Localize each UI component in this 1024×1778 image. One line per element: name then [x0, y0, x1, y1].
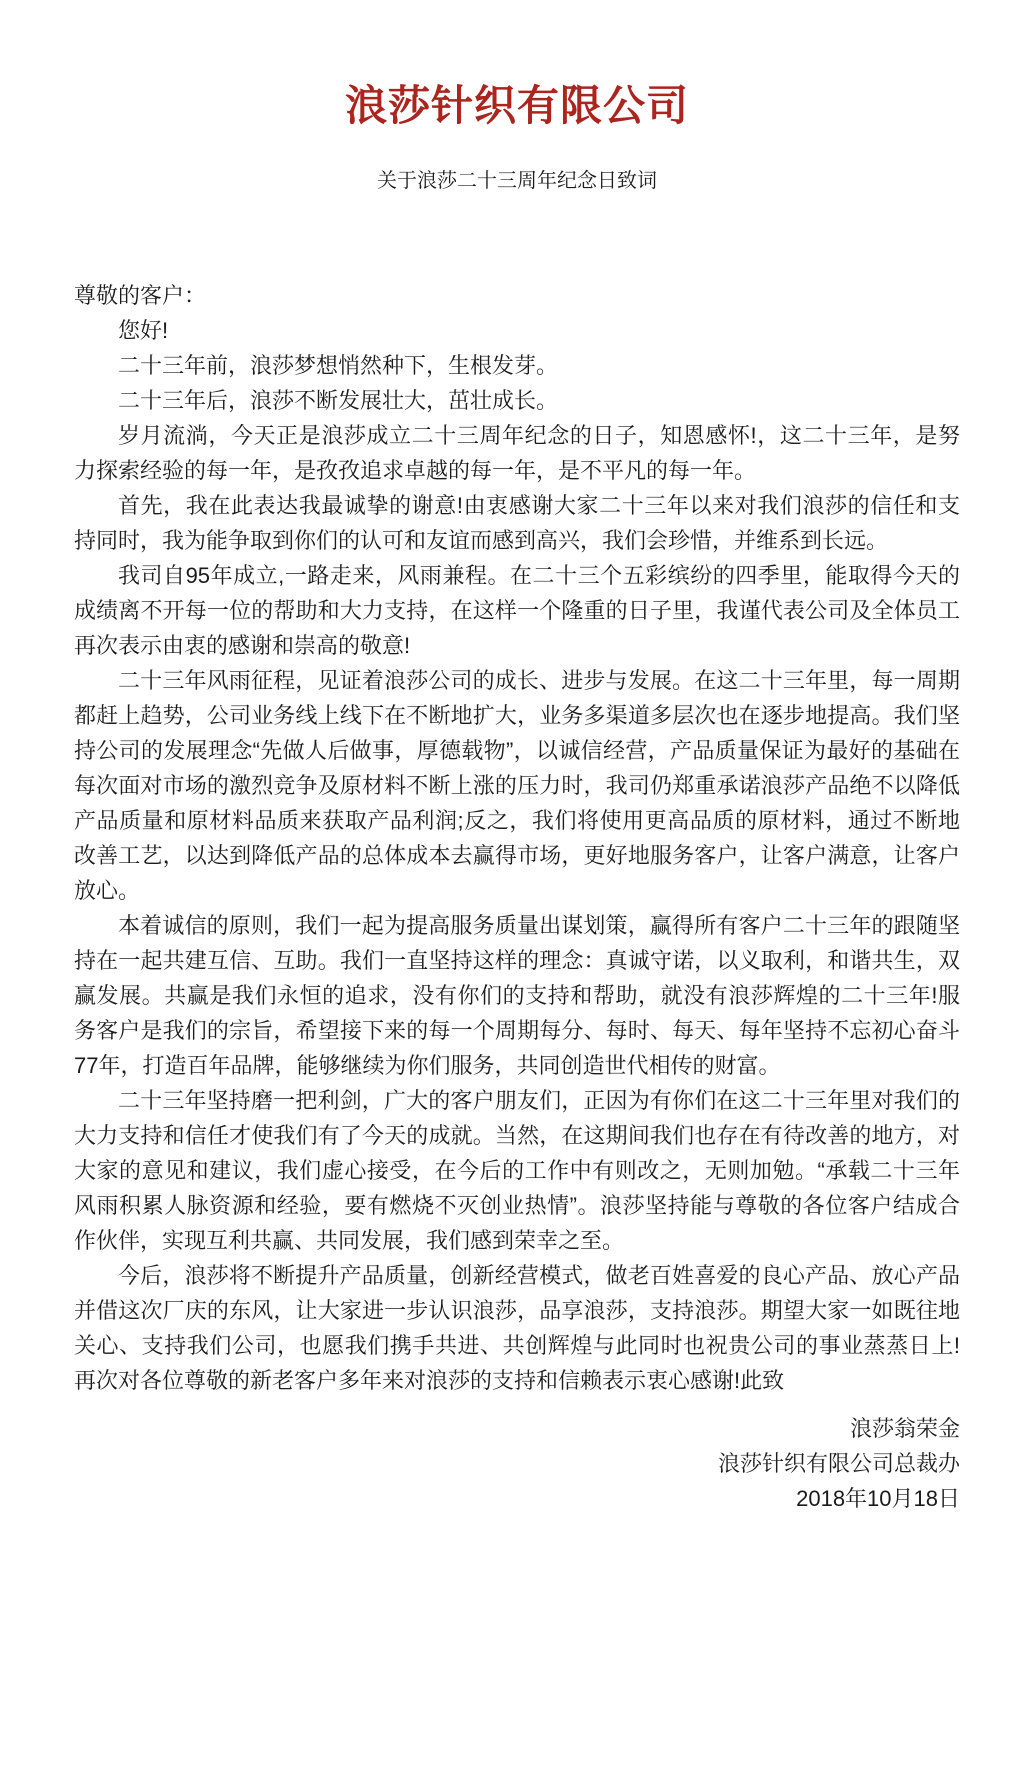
- signature-block: [74, 1411, 960, 1516]
- document-subtitle: 关于浪莎二十三周年纪念日致词: [377, 170, 657, 192]
- letter-paragraph: 本着诚信的原则，我们一起为提高服务质量出谋划策，赢得所有客户二十三年的跟随坚持在一起共建互信、互助。我们一直坚持这样的理念：真诚守诺，以义取利，和谐共生，双赢发展。共赢是我们永恒的追求，没有你们的支持和帮助，就没有浪莎辉煌的二十三年!服务客户是我们的宗旨，希望接下来的每一个周期每分、每时、每天、每年坚持不忘初心奋斗77年，打造百年品牌，能够继续为你们服务，共同创造世代相传的财富。: [74, 913, 960, 1078]
- letter-paragraph: 二十三年风雨征程，见证着浪莎公司的成长、进步与发展。在这二十三年里，每一周期都赶上趋势，公司业务线上线下在不断地扩大，业务多渠道多层次也在逐步地提高。我们坚持公司的发展理念“先做人后做事，厚德载物”，以诚信经营，产品质量保证为最好的基础在每次面对市场的激烈竞争及原材料不断上涨的压力时，我司仍郑重承诺浪莎产品绝不以降低产品质量和原材料品质来获取产品利润;反之，我们将使用更高品质的原材料，通过不断地改善工艺，以达到降低产品的总体成本去赢得市场，更好地服务客户，让客户满意，让客户放心。: [74, 668, 960, 903]
- signature-date: 2018年10月18日: [796, 1486, 960, 1511]
- letter-paragraph: 您好!: [118, 318, 169, 343]
- salutation: 尊敬的客户：: [74, 283, 207, 308]
- letter-paragraph: 二十三年后，浪莎不断发展壮大，茁壮成长。: [118, 388, 559, 413]
- signature-department: 浪莎针织有限公司总裁办: [717, 1451, 960, 1476]
- letter-paragraph: 二十三年坚持磨一把利剑，广大的客户朋友们，正因为有你们在这二十三年里对我们的大力支持和信任才使我们有了今天的成就。当然，在这期间我们也存在有待改善的地方，对大家的意见和建议，我们虚心接受，在今后的工作中有则改之，无则加勉。“承载二十三年风雨积累人脉资源和经验，要有燃烧不灭创业热情”。浪莎坚持能与尊敬的各位客户结成合作伙伴，实现互利共赢、共同发展，我们感到荣幸之至。: [74, 1088, 960, 1253]
- letter-paragraph: 我司自95年成立,一路走来，风雨兼程。在二十三个五彩缤纷的四季里，能取得今天的成绩离不开每一位的帮助和大力支持，在这样一个隆重的日子里，我谨代表公司及全体员工再次表示由衷的感谢和崇高的敬意!: [74, 563, 960, 658]
- letter-body: [74, 278, 960, 1398]
- letter-paragraph: 首先，我在此表达我最诚挚的谢意!由衷感谢大家二十三年以来对我们浪莎的信任和支持同时，我为能争取到你们的认可和友谊而感到高兴，我们会珍惜，并维系到长远。: [74, 493, 960, 553]
- company-title: 浪莎针织有限公司: [344, 82, 689, 129]
- letter-paragraph: 二十三年前，浪莎梦想悄然种下，生根发芽。: [118, 353, 559, 378]
- letter-paragraph: 岁月流淌，今天正是浪莎成立二十三周年纪念的日子，知恩感怀!，这二十三年，是努力探索经验的每一年，是孜孜追求卓越的每一年，是不平凡的每一年。: [74, 423, 960, 483]
- letter-paragraph: 今后，浪莎将不断提升产品质量，创新经营模式，做老百姓喜爱的良心产品、放心产品并借这次厂庆的东风，让大家进一步认识浪莎，品享浪莎，支持浪莎。期望大家一如既往地关心、支持我们公司，也愿我们携手共进、共创辉煌与此同时也祝贵公司的事业蒸蒸日上!再次对各位尊敬的新老客户多年来对浪莎的支持和信赖表示衷心感谢!此致: [74, 1263, 960, 1393]
- signature-name: 浪莎翁荣金: [849, 1416, 960, 1441]
